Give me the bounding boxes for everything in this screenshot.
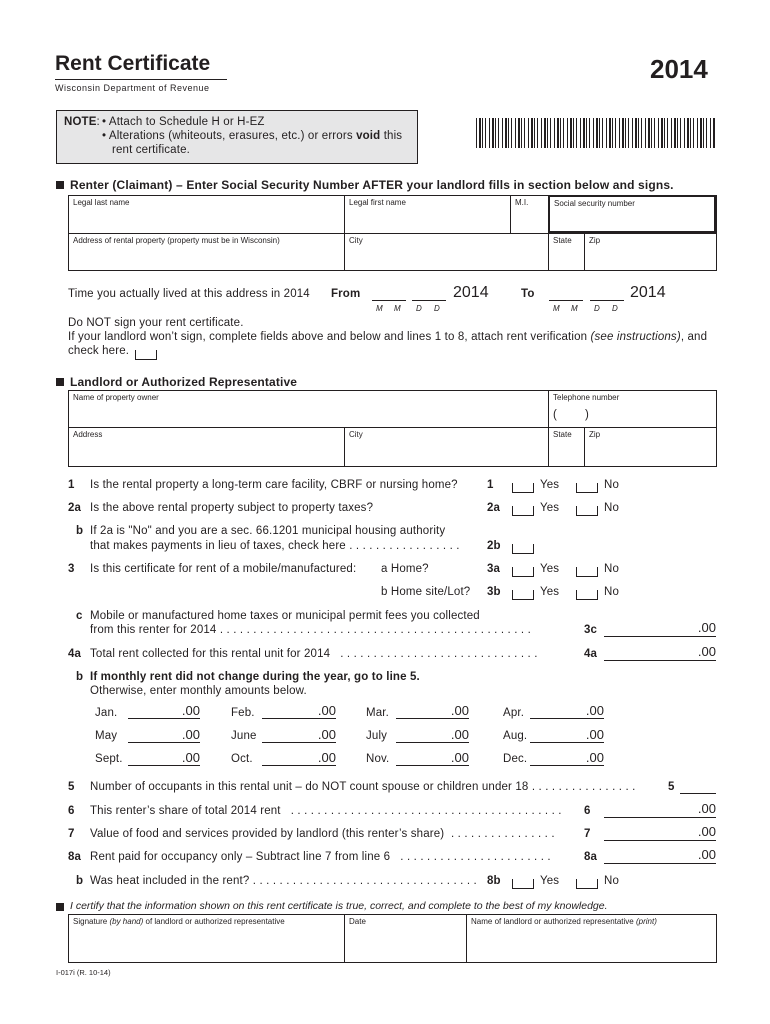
month-feb-field[interactable] [262, 718, 336, 719]
rent-verification-checkbox[interactable] [135, 350, 157, 360]
line-3b-ref: 3b [487, 586, 501, 598]
line-7-text: Value of food and services provided by landlord (this renter’s share) . . . . . . . . . . . . . . . . [90, 828, 555, 840]
note-item-1: • Attach to Schedule H or H-EZ [102, 116, 265, 128]
line-8a-amount-field[interactable] [604, 863, 716, 864]
from-month-field[interactable] [372, 300, 406, 301]
form-number: I-017i (R. 10-14) [56, 968, 111, 977]
note-item-2: • Alterations (whiteouts, erasures, etc.) or errors void this [102, 130, 403, 142]
line-3c-ref: 3c [584, 624, 598, 636]
line-3b-yes-label: Yes [540, 586, 560, 598]
barcode [476, 118, 716, 148]
line-5-number: 5 [68, 781, 75, 793]
to-mm-hint-2: M [571, 304, 578, 313]
line-3a-yes-label: Yes [540, 563, 560, 575]
line-4a-number: 4a [68, 648, 82, 660]
line-5-text: Number of occupants in this rental unit – do NOT count spouse or children under 18 . . . . . . . . . . . . . . . . [90, 781, 636, 793]
to-day-field[interactable] [590, 300, 624, 301]
month-may-cents: .00 [181, 727, 200, 742]
line-7-ref: 7 [584, 828, 591, 840]
line-4a-amount-field[interactable] [604, 660, 716, 661]
telephone-paren-open: ( [553, 409, 557, 421]
signature-date-field[interactable]: Date [344, 914, 466, 962]
time-lived-label: Time you actually lived at this address in 2014 [68, 288, 310, 300]
month-july-label: July [366, 730, 388, 742]
month-feb-cents: .00 [317, 703, 336, 718]
line-3c-text-2: from this renter for 2014 . . . . . . . . . . . . . . . . . . . . . . . . . . . . . . . . . . . . . . . . . . . . . . . [90, 624, 531, 636]
renter-zip-field[interactable]: Zip [584, 233, 716, 270]
legal-first-name-field[interactable]: Legal first name [344, 195, 510, 233]
to-dd-hint-2: D [612, 304, 618, 313]
line-8b-no-label: No [604, 875, 620, 887]
month-dec-cents: .00 [585, 750, 604, 765]
month-july-cents: .00 [450, 727, 469, 742]
renter-heading: Renter (Claimant) – Enter Social Security Number AFTER your landlord fills in section below and signs. [70, 178, 674, 192]
line-3c-letter: c [76, 610, 83, 622]
line-3c-text-1: Mobile or manufactured home taxes or municipal permit fees you collected [90, 610, 480, 622]
form-title: Rent Certificate [55, 52, 211, 75]
month-oct-field[interactable] [262, 765, 336, 766]
line-1-number: 1 [68, 479, 75, 491]
to-month-field[interactable] [549, 300, 583, 301]
line-2b-checkbox[interactable] [512, 544, 534, 554]
month-aug-field[interactable] [530, 742, 604, 743]
to-year: 2014 [630, 284, 666, 301]
month-nov-field[interactable] [396, 765, 469, 766]
line-3a-label: a Home? [381, 563, 429, 575]
from-year: 2014 [453, 284, 489, 301]
line-4a-cents: .00 [697, 644, 716, 659]
month-mar-label: Mar. [366, 707, 389, 719]
renter-section-bullet [56, 181, 64, 189]
line-1-yes-checkbox[interactable] [512, 483, 534, 493]
line-6-ref: 6 [584, 805, 591, 817]
note-item-3: rent certificate. [112, 144, 190, 156]
line-8b-ref: 8b [487, 875, 501, 887]
mi-field[interactable]: M.I. [510, 195, 548, 233]
line-2b-letter: b [76, 525, 84, 537]
line-2a-ref: 2a [487, 502, 501, 514]
line-3a-yes-checkbox[interactable] [512, 567, 534, 577]
month-apr-label: Apr. [503, 707, 525, 719]
month-nov-cents: .00 [450, 750, 469, 765]
line-6-text: This renter’s share of total 2014 rent . . . . . . . . . . . . . . . . . . . . . . . . . . . . . . . . . . . . . . . . . [90, 805, 562, 817]
line-6-number: 6 [68, 805, 75, 817]
line-4a-ref: 4a [584, 648, 598, 660]
line-3c-cents: .00 [697, 620, 716, 635]
line-4b-text-2: Otherwise, enter monthly amounts below. [90, 685, 307, 697]
line-3a-ref: 3a [487, 563, 501, 575]
note-label: NOTE: [64, 116, 100, 128]
signature-field[interactable]: Signature (by hand) of landlord or authorized representative [68, 914, 344, 962]
landlord-address-field[interactable]: Address [68, 427, 344, 466]
line-8b-letter: b [76, 875, 84, 887]
line-1-ref: 1 [487, 479, 494, 491]
month-apr-field[interactable] [530, 718, 604, 719]
line-1-no-checkbox[interactable] [576, 483, 598, 493]
month-may-field[interactable] [128, 742, 200, 743]
form-year: 2014 [650, 54, 708, 84]
line-8b-no-checkbox[interactable] [576, 879, 598, 889]
property-owner-name-field[interactable]: Name of property owner [68, 390, 548, 427]
from-label: From [331, 288, 361, 300]
line-3b-no-label: No [604, 586, 620, 598]
line-2b-ref: 2b [487, 540, 501, 552]
ssn-field[interactable]: Social security number [548, 195, 716, 233]
month-mar-cents: .00 [450, 703, 469, 718]
line-3-text: Is this certificate for rent of a mobile/manufactured: [90, 563, 357, 575]
line-8b-text: Was heat included in the rent? . . . . . . . . . . . . . . . . . . . . . . . . . . . . . . . . . . [90, 875, 477, 887]
line-3a-no-checkbox[interactable] [576, 567, 598, 577]
line-8a-ref: 8a [584, 851, 598, 863]
line-3b-yes-checkbox[interactable] [512, 590, 534, 600]
month-dec-label: Dec. [503, 753, 528, 765]
line-8b-yes-label: Yes [540, 875, 560, 887]
printed-name-field[interactable]: Name of landlord or authorized representative (print) [466, 914, 716, 962]
line-8a-number: 8a [68, 851, 82, 863]
to-label: To [521, 288, 535, 300]
line-8a-text: Rent paid for occupancy only – Subtract line 7 from line 6 . . . . . . . . . . . . . . . . . . . . . . . [90, 851, 551, 863]
line-3a-no-label: No [604, 563, 620, 575]
to-mm-hint-1: M [553, 304, 560, 313]
line-3b-no-checkbox[interactable] [576, 590, 598, 600]
line-2a-no-checkbox[interactable] [576, 506, 598, 516]
from-dd-hint-1: D [416, 304, 422, 313]
month-jan-field[interactable] [128, 718, 200, 719]
line-8a-cents: .00 [697, 847, 716, 862]
month-jan-cents: .00 [181, 703, 200, 718]
month-dec-field[interactable] [530, 765, 604, 766]
from-mm-hint-1: M [376, 304, 383, 313]
line-5-ref: 5 [668, 781, 675, 793]
from-dd-hint-2: D [434, 304, 440, 313]
month-sept-field[interactable] [128, 765, 200, 766]
line-7-number: 7 [68, 828, 75, 840]
line-2b-text-2: that makes payments in lieu of taxes, check here . . . . . . . . . . . . . . . . . [90, 540, 460, 552]
to-dd-hint-1: D [594, 304, 600, 313]
line-8b-yes-checkbox[interactable] [512, 879, 534, 889]
line-1-text: Is the rental property a long-term care facility, CBRF or nursing home? [90, 479, 458, 491]
renter-city-field[interactable]: City [344, 233, 548, 270]
month-apr-cents: .00 [585, 703, 604, 718]
landlord-city-field[interactable]: City [344, 427, 548, 466]
legal-last-name-field[interactable]: Legal last name [68, 195, 344, 233]
line-4a-text: Total rent collected for this rental unit for 2014 . . . . . . . . . . . . . . . . . . . . . . . . . . . . . . [90, 648, 538, 660]
month-may-label: May [95, 730, 118, 742]
line-3c-amount-field[interactable] [604, 636, 716, 637]
month-mar-field[interactable] [396, 718, 469, 719]
landlord-section-bullet [56, 378, 64, 386]
line-2a-yes-label: Yes [540, 502, 560, 514]
line-1-yes-label: Yes [540, 479, 560, 491]
line-4b-letter: b [76, 671, 84, 683]
landlord-wont-sign-text: If your landlord won’t sign, complete fields above and below and lines 1 to 8, attach rent verification (see instructions), and [68, 331, 708, 343]
title-underline [55, 79, 227, 80]
line-4b-text-1: If monthly rent did not change during the year, go to line 5. [90, 671, 420, 683]
line-2a-number: 2a [68, 502, 82, 514]
renter-address-field[interactable]: Address of rental property (property must be in Wisconsin) [68, 233, 344, 270]
month-june-cents: .00 [317, 727, 336, 742]
landlord-state-field[interactable]: State [548, 427, 584, 466]
month-sept-label: Sept. [95, 753, 123, 765]
line-3b-label: b Home site/Lot? [381, 586, 471, 598]
line-3-number: 3 [68, 563, 75, 575]
line-2a-no-label: No [604, 502, 620, 514]
line-2b-text-1: If 2a is "No" and you are a sec. 66.1201 municipal housing authority [90, 525, 446, 537]
landlord-heading: Landlord or Authorized Representative [70, 375, 298, 389]
month-june-field[interactable] [262, 742, 336, 743]
do-not-sign-text: Do NOT sign your rent certificate. [68, 317, 244, 329]
line-1-no-label: No [604, 479, 620, 491]
line-6-amount-field[interactable] [604, 817, 716, 818]
month-jan-label: Jan. [95, 707, 118, 719]
month-july-field[interactable] [396, 742, 469, 743]
landlord-zip-field[interactable]: Zip [584, 427, 716, 466]
month-june-label: June [231, 730, 257, 742]
line-6-cents: .00 [697, 801, 716, 816]
month-feb-label: Feb. [231, 707, 255, 719]
certify-statement: I certify that the information shown on this rent certificate is true, correct, and complete to the best of my knowledge. [70, 900, 608, 912]
month-nov-label: Nov. [366, 753, 390, 765]
line-2a-yes-checkbox[interactable] [512, 506, 534, 516]
certify-bullet [56, 903, 64, 911]
line-7-amount-field[interactable] [604, 840, 716, 841]
month-oct-label: Oct. [231, 753, 253, 765]
line-5-occupants-field[interactable] [680, 793, 716, 794]
telephone-paren-close: ) [585, 409, 589, 421]
from-day-field[interactable] [412, 300, 446, 301]
month-aug-label: Aug. [503, 730, 528, 742]
renter-state-field[interactable]: State [548, 233, 584, 270]
line-7-cents: .00 [697, 824, 716, 839]
month-sept-cents: .00 [181, 750, 200, 765]
month-oct-cents: .00 [317, 750, 336, 765]
landlord-telephone-field[interactable]: Telephone number ( ) [548, 390, 716, 427]
department-name: Wisconsin Department of Revenue [55, 83, 210, 93]
from-mm-hint-2: M [394, 304, 401, 313]
line-2a-text: Is the above rental property subject to property taxes? [90, 502, 374, 514]
check-here-text: check here. [68, 345, 130, 357]
month-aug-cents: .00 [585, 727, 604, 742]
